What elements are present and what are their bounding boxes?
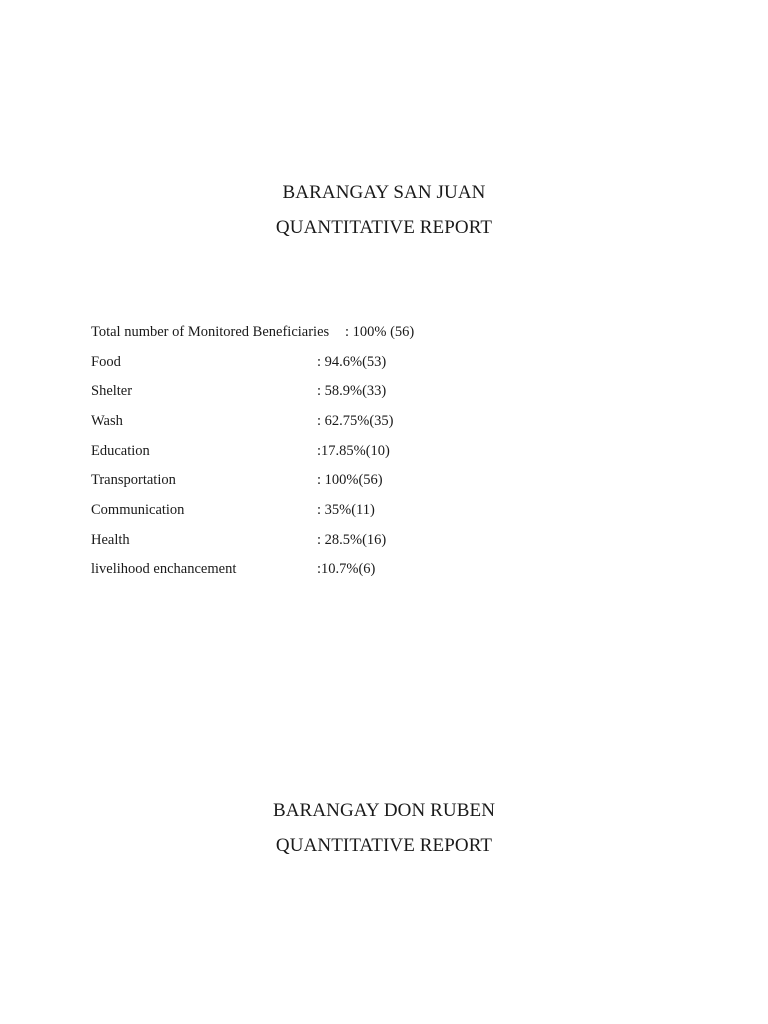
section-2-title: BARANGAY DON RUBEN: [272, 800, 496, 821]
report-line-label: Wash: [91, 413, 123, 429]
report-line-value: :10.7%(6): [317, 561, 376, 577]
report-line-label: Shelter: [91, 383, 133, 399]
report-line-value: : 100%(56): [317, 472, 383, 488]
section-1-title: BARANGAY SAN JUAN: [282, 182, 486, 203]
total-beneficiaries-value: : 100% (56): [345, 324, 415, 340]
total-beneficiaries-label: Total number of Monitored Beneficiaries: [91, 324, 330, 340]
report-line-value: : 28.5%(16): [317, 532, 387, 548]
report-line-label: Health: [91, 532, 130, 548]
report-line-label: livelihood enchancement: [91, 561, 237, 577]
report-line-value: :17.85%(10): [317, 443, 390, 459]
report-line-label: Transportation: [91, 472, 176, 488]
report-line-label: Education: [91, 443, 150, 459]
report-line-value: : 62.75%(35): [317, 413, 394, 429]
section-2-subtitle: QUANTITATIVE REPORT: [275, 835, 493, 856]
report-line-label: Communication: [91, 502, 185, 518]
report-line-value: : 58.9%(33): [317, 383, 387, 399]
section-1-subtitle: QUANTITATIVE REPORT: [275, 217, 493, 238]
report-line-label: Food: [91, 354, 121, 370]
report-line-value: : 35%(11): [317, 502, 375, 518]
report-line-value: : 94.6%(53): [317, 354, 387, 370]
